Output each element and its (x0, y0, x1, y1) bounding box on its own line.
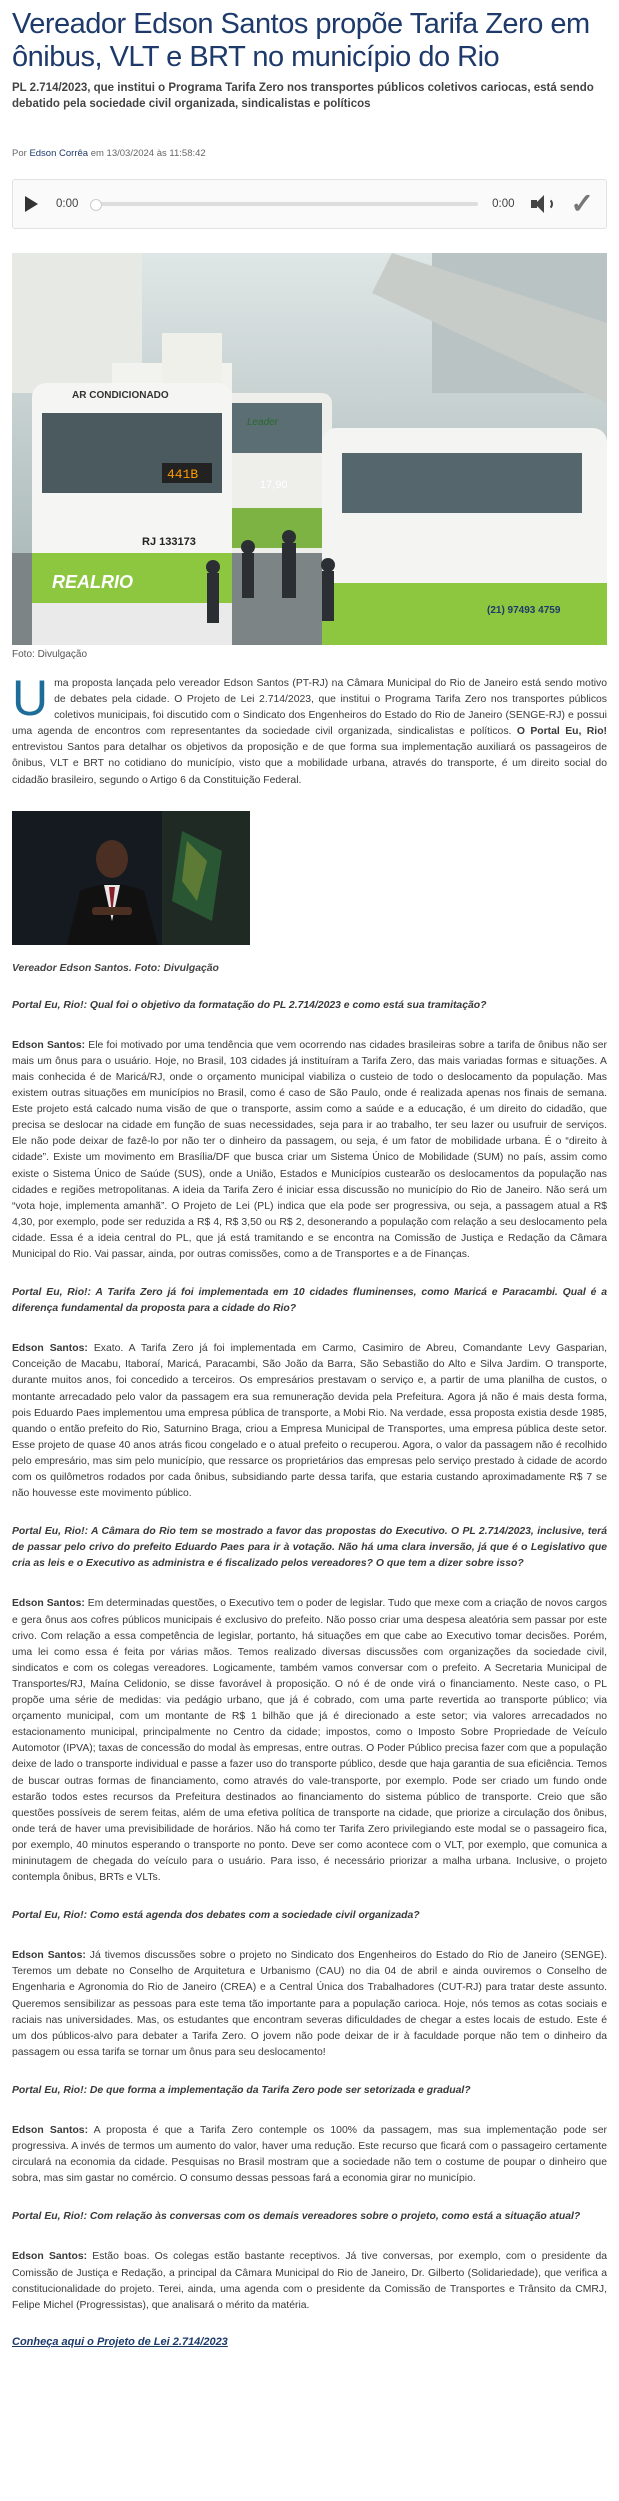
byline (12, 148, 607, 159)
answer-4-label: Edson Santos: (12, 1950, 86, 1962)
bus-photo-illustration (12, 253, 607, 645)
intro-rest: entrevistou Santos para detalhar os objetivos da proposição e de que forma sua implementação auxiliará os passageiros de ônibus, VLT e BRT no cotidiano do município, visto que a mobilidade urbana, através do transporte, é um direito social do cidadão brasileiro, segundo o Artigo 6 da Constituição Federal. (12, 742, 607, 786)
play-icon[interactable] (25, 196, 38, 212)
article-photo (12, 253, 607, 645)
answer-1-text: Ele foi motivado por uma tendência que vem ocorrendo nas cidades brasileiras sobre a tarifa de ônibus não ser mais um ônus para o usuário. Hoje, no Brasil, 103 cidades já instituíram a Tarifa Zero, das mais variadas formas e situações. A mais conhecida é de Maricá/RJ, onde o orçamento municipal viabiliza o custeio de todo o deslocamento da população. Mas existem outras situações em municípios no Brasil, como é caso de São Paulo, onde é realizada apenas nos finais de semana. Este projeto está calcado numa visão de que o transporte, assim como a saúde e a educação, é um direito do cidadão, que precisa se deslocar na cidade em função de suas necessidades, seja para ir ao trabalho, ter seu lazer ou usufruir de serviços. Ele não pode deixar de fazê-lo por não ter o dinheiro da passagem, ou seja, é um fator de mobilidade urbana. É o “direito à cidade”. Existe um movimento em Brasília/DF que busca criar um Sistema Único de Mobilidade (SUM) no país, assim como existe o Sistema Único de Saúde (SUS), onde a União, Estados e Municípios custearão os deslocamentos da população nas cidades e regiões metropolitanas. A ideia da Tarifa Zero é iniciar essa discussão no município do Rio de Janeiro. Não será um “vota hoje, implementa amanhã”. O Projeto de Lei (PL) indica que ela pode ser progressiva, ou seja, a passagem atual a R$ 4,30, por exemplo, pode ser reduzida a R$ 4, R$ 3,50 ou R$ 2, desonerando a população com relação a seu deslocamento pela cidade. Essa é a ideia central do PL, que já está tramitando e se encontra na Comissão de Justiça e Redação da Câmara Municipal do Rio. Vai passar, ainda, por outras comissões, como a de Transportes e a de Finanças. (12, 1039, 607, 1260)
bus1-line-label: 441B (167, 467, 199, 482)
author-link[interactable]: Edson Corrêa (29, 148, 89, 159)
answer-5-label: Edson Santos: (12, 2125, 89, 2136)
answer-4 (12, 1948, 607, 2061)
answer-5-text: A proposta é que a Tarifa Zero contemple os 100% da passagem, mas sua implementação pode ser progressiva. A invés de termos um aumento do valor, haver uma redução. Este recurso que ficará com o passageiro certamente circulará na economia da cidade. Pesquisas no Brasil mostram que a sociedade não tem o costume de poupar o dinheiro que sobra, mas sim gastar no comércio. O consumo dessas pessoas fará a economia girar no município. (12, 2125, 607, 2185)
article-lead: PL 2.714/2023, que institui o Programa Tarifa Zero nos transportes públicos coletivos cariocas, está sendo debatido pela sociedade civil organizada, sindicalistas e políticos (12, 82, 594, 110)
bus1-number-label: RJ 133173 (142, 536, 196, 548)
progress-track[interactable] (92, 202, 478, 206)
bus1-ac-label: AR CONDICIONADO (72, 390, 169, 401)
player-logo-icon: ✓ (570, 188, 594, 219)
question-4: Portal Eu, Rio!: Como está agenda dos debates com a sociedade civil organizada? (12, 1910, 420, 1922)
intro-text: ma proposta lançada pelo vereador Edson Santos (PT-RJ) na Câmara Municipal do Rio de Janeiro está sendo motivo de debates pela cidade. O Projeto de Lei 2.714/2023, que institui o Programa Tarifa Zero nos transportes públicos coletivos municipais, foi discutido com o Sindicato dos Engenheiros do Estado do Rio de Janeiro (SENGE-RJ) e possui uma agenda de encontros com representantes da sociedade civil organizada, sindicalistas e políticos. (12, 678, 607, 738)
intro-paragraph (12, 670, 607, 789)
byline-middle: em (90, 148, 104, 159)
publish-date: 13/03/2024 às 11:58:42 (106, 148, 206, 159)
answer-3-text: Em determinadas questões, o Executivo tem o poder de legislar. Tudo que mexe com a criação de novos cargos e gera ônus aos cofres públicos municipais é exclusivo do prefeito. Não posso criar uma despesa aleatória sem passar por este crivo. Com relação a essa competência de legislar, portanto, há situações em que cabe ao Executivo tomar decisões. Porém, uma lei como essa é feita por várias mãos. Temos realizado diversas discussões com organizações da sociedade civil, sindicatos e com os colegas vereadores. Logicamente, também vamos conversar com o prefeito. A Secretaria Municipal de Transportes/RJ, Maína Celidonio, se disse favorável à proposição. O nó é de onde virá o financiamento. Neste caso, o PL propõe uma série de medidas: via pedágio urbano, que já é cobrado, com uma parte revertida ao transporte público; via orçamento municipal, com um montante de R$ 1 bilhão que já é direcionado a este setor; via valores arrecadados no estacionamento municipal, principalmente no Centro da cidade; impostos, como o Imposto Sobre Propriedade de Veículo Automotor (IPVA); taxas de concessão do modal às empresas, entre outras. O Poder Público precisa fazer com que a população deixe de lado o transporte individual e passe a fazer uso do transporte público, desde que haja garantia de sua eficiência. Temos de buscar outras formas de financiamento, como através do vale-transporte, por exemplo. Pode ser criado um fundo onde estarão todos estes recursos da Prefeitura destinados ao financiamento do sistema público de transporte. Creio que são questões possíveis de serem feitas, além de uma efetiva política de transporte na cidade, que priorize a circulação dos ônibus, onde terá de haver uma previsibilidade de horários. Não há como ter Tarifa Zero privilegiando este modal se o passageiro fica, por exemplo, 40 minutos esperando o transporte no ponto. Deve ser como acontece com o VLT, por exemplo, que comunica a mininutagem de chegada do veículo para o usuário. Para isso, é necessário priorizar a malha urbana. Inclusive, o projeto contempla ônibus, BRTs e VLTs. (12, 1598, 607, 1884)
question-3: Portal Eu, Rio!: A Câmara do Rio tem se mostrado a favor das propostas do Executivo. O PL 2.714/2023, inclusive, terá de passar pelo crivo do prefeito Eduardo Paes para ir à votação. Não há uma clara inversão, já que é o Legislativo que cria as leis e o Executivo as administra e é fiscalizado pelos vereadores? O que tem a dizer sobre isso? (12, 1526, 607, 1570)
question-1: Portal Eu, Rio!: Qual foi o objetivo da formatação do PL 2.714/2023 e como está sua tramitação? (12, 999, 487, 1011)
answer-3-label: Edson Santos: (12, 1598, 85, 1610)
question-5: Portal Eu, Rio!: De que forma a implementação da Tarifa Zero pode ser setorizada e gradual? (12, 2084, 471, 2096)
dropcap: U (12, 670, 49, 726)
answer-3 (12, 1596, 607, 1886)
bill-link[interactable]: Conheça aqui o Projeto de Lei 2.714/2023 (12, 2335, 228, 2348)
portrait-caption: Vereador Edson Santos. Foto: Divulgação (12, 962, 219, 974)
answer-1-label: Edson Santos: (12, 1039, 86, 1051)
question-6: Portal Eu, Rio!: Com relação às conversas com os demais vereadores sobre o projeto, como está a situação atual? (12, 2211, 581, 2223)
answer-6 (12, 2249, 607, 2313)
answer-6-text: Estão boas. Os colegas estão bastante receptivos. Já tive conversas, por exemplo, com o presidente da Comissão de Justiça e Redação, a principal da Câmara Municipal do Rio de Janeiro, Dr. Gilberto (Solidariedade), que verifica a constitucionalidade do projeto. Terei, ainda, uma agenda com o presidente da Comissão de Transportes e Trânsito da CMRJ, Felipe Michel (Progressistas), que analisará o mérito da matéria. (12, 2251, 608, 2311)
duration-time: 0:00 (492, 198, 515, 210)
answer-2 (12, 1341, 607, 1502)
answer-4-text: Já tivemos discussões sobre o projeto no Sindicato dos Engenheiros do Estado do Rio de Janeiro (SENGE). Teremos um debate no Conselho de Arquitetura e Urbanismo (CAU) no dia 04 de abril e ainda ouviremos o Conselho de Engenharia e Agronomia do Rio de Janeiro (CREA) e a Central Única dos Trabalhadores (CUT-RJ) para tratar deste assunto. Queremos sensibilizar as pessoas para este tema tão importante para a população carioca. Hoje, nós temos as cotas sociais e raciais nas universidades. Mas, os estudantes que encontram severas dificuldades de chegar a estes locais de estudo. Este é um dos públicos-alvo para debater a Tarifa Zero. O jovem não pode deixar de ir à faculdade porque não tem o dinheiro da passagem ou essa tarifa se tornar um ônus para seu deslocamento! (12, 1950, 607, 2058)
bus2-brand-label: Leader (247, 417, 279, 428)
question-2: Portal Eu, Rio!: A Tarifa Zero já foi implementada em 10 cidades fluminenses, como Maricá e Paracambi. Qual é a diferença fundamental da proposta para a cidade do Rio? (12, 1287, 607, 1315)
bus1-brand-label: REALRIO (52, 572, 133, 592)
intro-bold: O Portal Eu, Rio! (516, 726, 607, 738)
portrait-illustration (12, 811, 250, 945)
byline-prefix: Por (12, 148, 27, 159)
answer-2-label: Edson Santos: (12, 1343, 88, 1355)
answer-5 (12, 2123, 607, 2187)
bus3-price-label: 17,90 (260, 479, 288, 491)
portrait-photo (12, 811, 250, 945)
audio-player (12, 179, 607, 229)
article-title: Vereador Edson Santos propõe Tarifa Zero em ônibus, VLT e BRT no município do Rio (12, 8, 590, 73)
volume-icon[interactable] (531, 195, 553, 213)
article-page (0, 8, 619, 2348)
answer-6-label: Edson Santos: (12, 2251, 88, 2263)
bus2-phone-label: (21) 97493 4759 (487, 605, 561, 616)
answer-1 (12, 1038, 607, 1263)
current-time: 0:00 (56, 198, 79, 210)
answer-2-text: Exato. A Tarifa Zero já foi implementada em Carmo, Casimiro de Abreu, Comandante Levy Gasparian, Conceição de Macabu, Itaboraí, Maricá, Paracambi, São João da Barra, São Sebastião do Alto e Silva Jardim. O transporte, durante muitos anos, foi concedido a terceiros. Os empresários prestavam o serviço e, a partir de uma planilha de custos, o montante arrecadado pelo valor da passagem era sua remuneração devida pela Prefeitura. Agora já não é mais desta forma, pois Eduardo Paes implementou uma empresa pública de transporte, a Mobi Rio. Na verdade, essa proposta existia desde 1985, quando o então prefeito do Rio, Saturnino Braga, criou a Empresa Municipal de Transportes, uma empresa pública deste setor. Esse projeto de quase 40 anos atrás ficou congelado e o atual prefeito o recuperou. Agora, o valor da passagem não é recolhido pelo empresário, mas sim pelo município, que ressarce os proprietários das empresas pelo serviço prestado à cidade de acordo com os quilômetros rodados por cada ônibus, subsidiando parte dessa tarifa, que estaria custando aproximadamente R$ 7 se não houvesse este movimento público. (12, 1343, 607, 1500)
photo-caption: Foto: Divulgação (12, 649, 88, 660)
progress-knob[interactable] (90, 199, 102, 211)
